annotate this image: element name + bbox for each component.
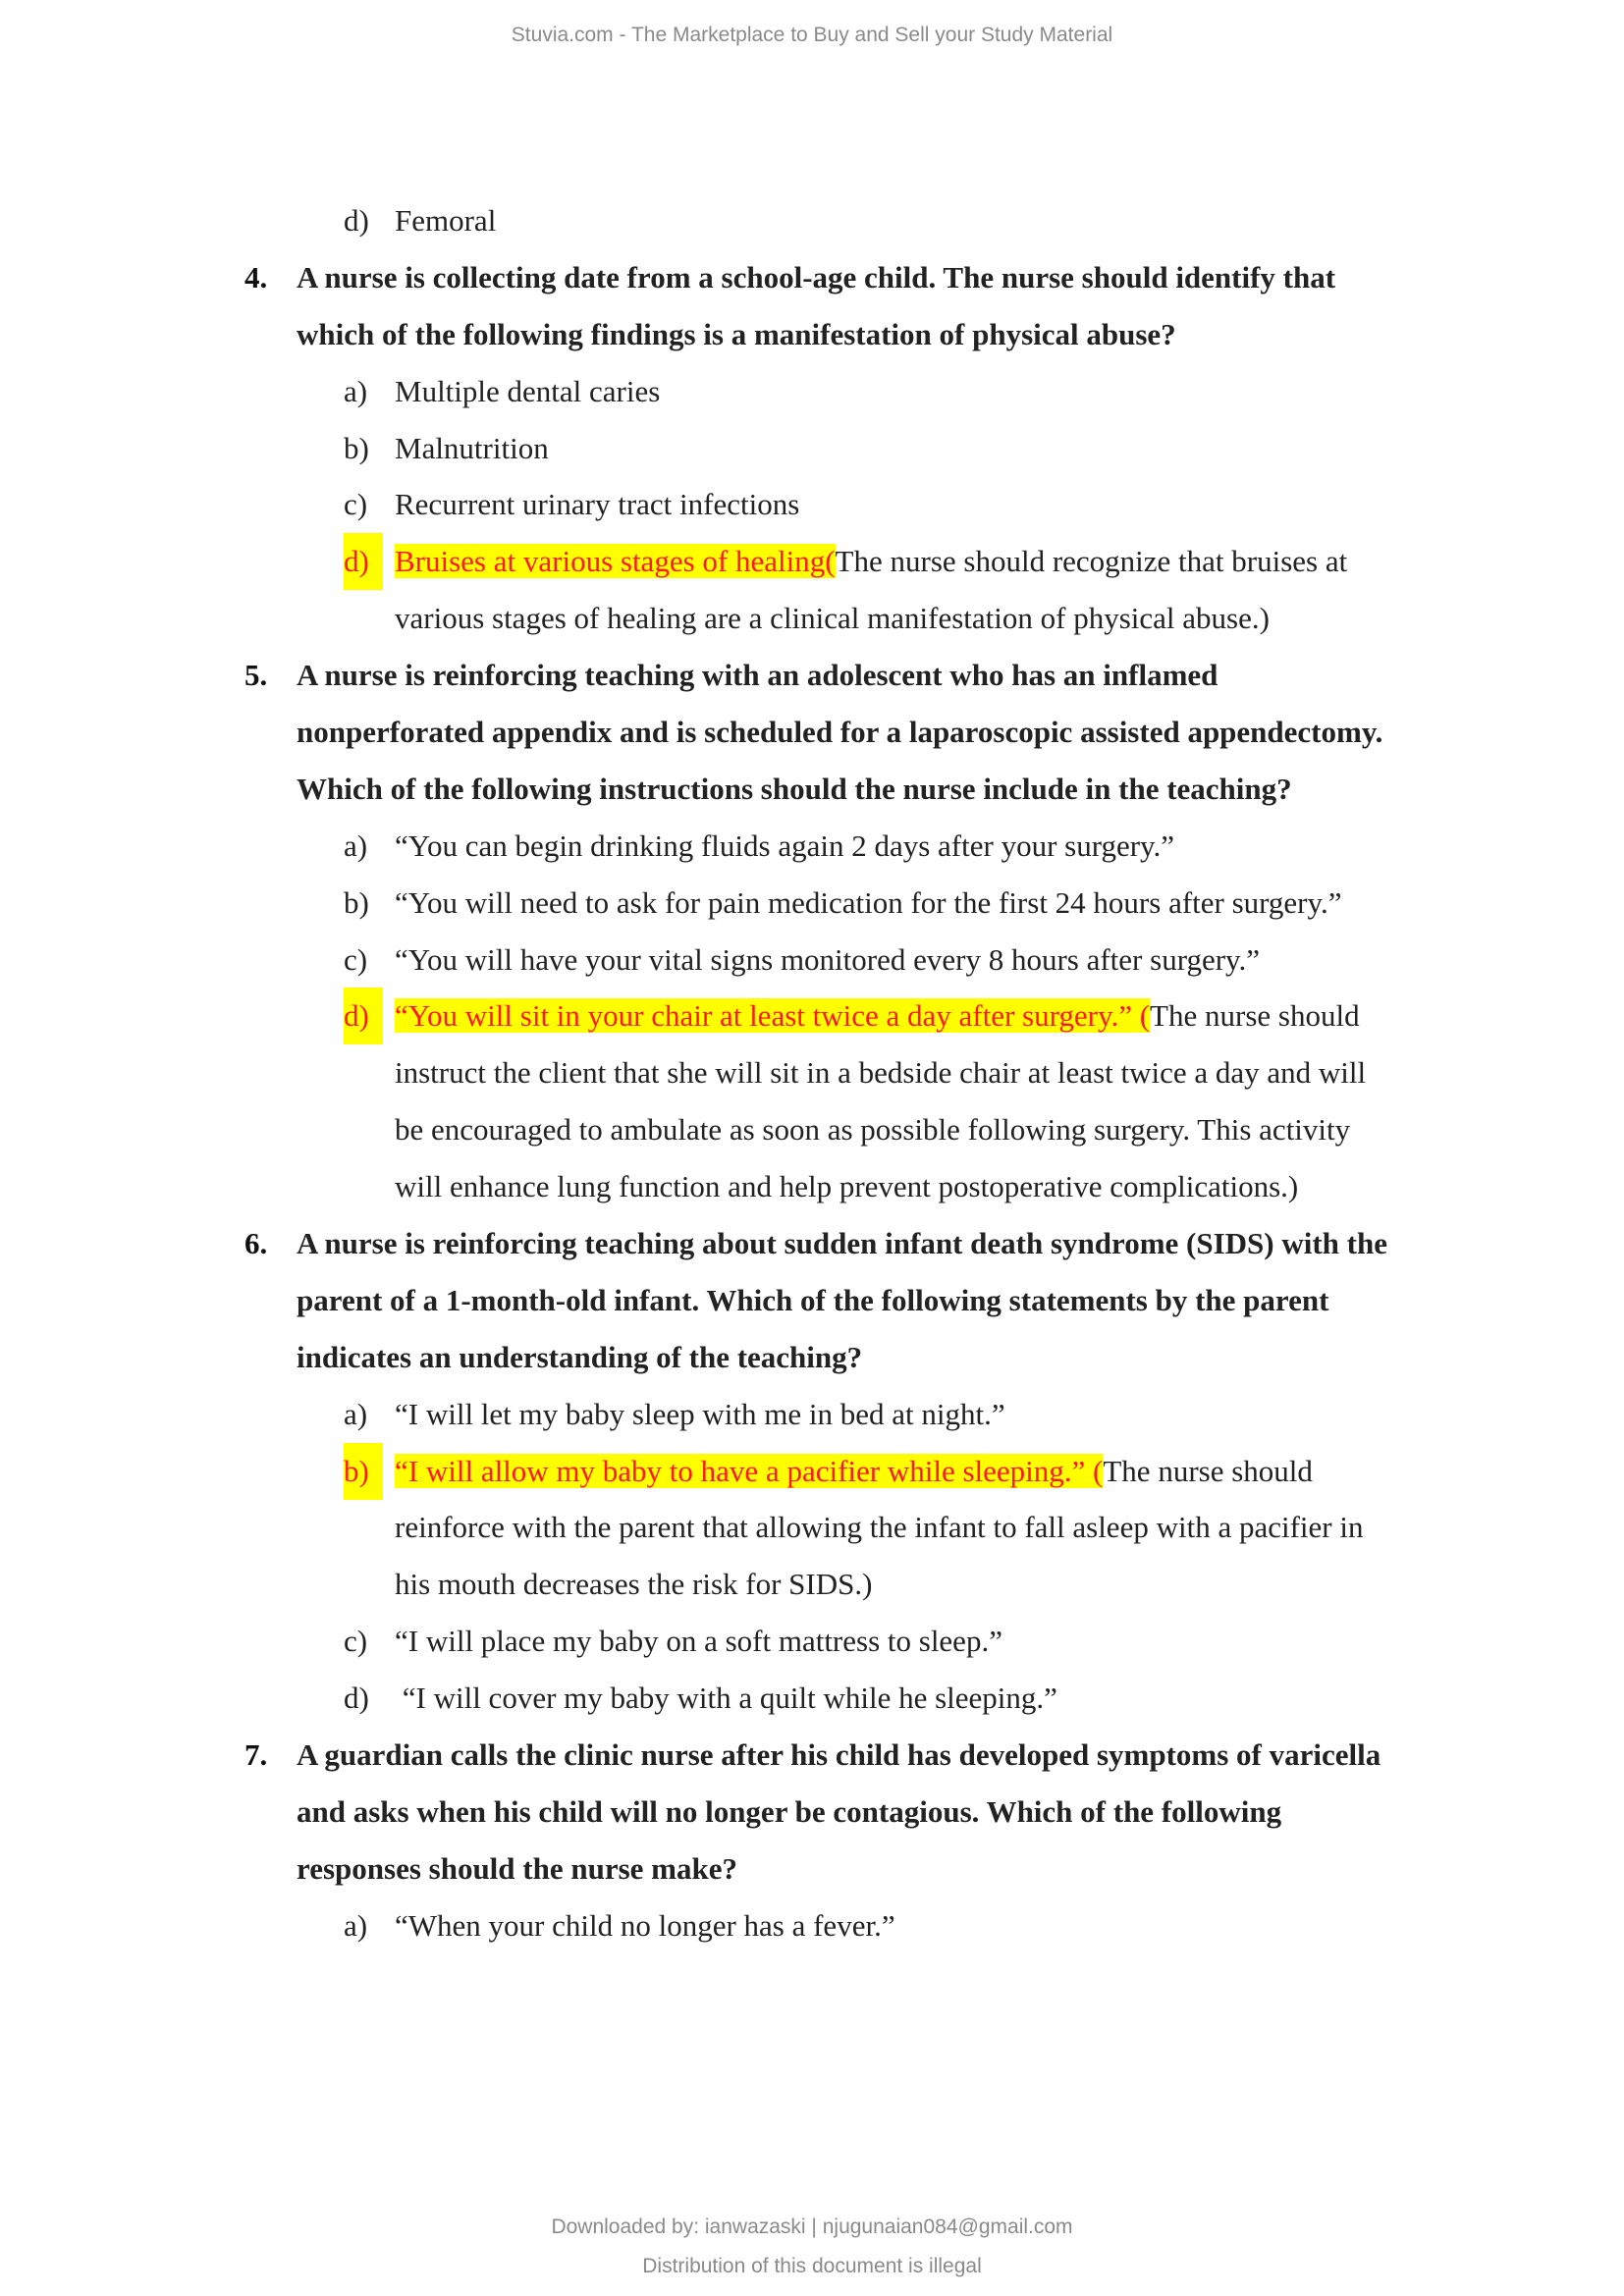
question-number: 7. xyxy=(244,1737,268,1773)
q4-option-a xyxy=(0,363,1624,420)
q7-stem-line-1 xyxy=(0,1727,1624,1784)
q6-stem-line-2 xyxy=(0,1272,1624,1329)
option-text: “I will cover my baby with a quilt while he sleeping.” xyxy=(395,1681,1057,1716)
option-text: “You will need to ask for pain medication for the first 24 hours after surgery.” xyxy=(395,884,1342,920)
option-text: Multiple dental caries xyxy=(395,373,661,408)
q7-stem-line-3 xyxy=(0,1841,1624,1897)
q7-stem-line-2 xyxy=(0,1784,1624,1841)
q6-option-d xyxy=(0,1670,1624,1727)
q5-option-b xyxy=(0,875,1624,932)
highlighted-answer: Bruises at various stages of healing xyxy=(395,544,826,579)
option-text: “You can begin drinking fluids again 2 days after your surgery.” xyxy=(395,828,1175,863)
q6-option-b-correct xyxy=(0,1443,1624,1500)
option-letter: c) xyxy=(344,487,368,522)
question-text: parent of a 1-month-old infant. Which of the following statements by the parent xyxy=(297,1282,1329,1317)
q5-stem-line-2 xyxy=(0,704,1624,761)
question-number: 5. xyxy=(244,658,268,693)
question-text: A nurse is reinforcing teaching with an adolescent who has an inflamed xyxy=(297,658,1218,693)
q5-stem-line-3 xyxy=(0,761,1624,818)
rationale-open-paren: ( xyxy=(1139,998,1151,1034)
document-body xyxy=(0,192,1624,1954)
rationale-text: The nurse should xyxy=(1150,998,1360,1034)
highlighted-answer: “You will sit in your chair at least twice a day after surgery.” xyxy=(395,998,1140,1034)
q6-rationale-line-2 xyxy=(0,1499,1624,1556)
rationale-text: instruct the client that she will sit in a bedside chair at least twice a day and will xyxy=(395,1055,1367,1091)
header-watermark: Stuvia.com - The Marketplace to Buy and Sell your Study Material xyxy=(511,24,1113,46)
option-letter: c) xyxy=(344,1624,368,1659)
rationale-text: be encouraged to ambulate as soon as possible following surgery. This activity xyxy=(395,1112,1351,1148)
option-letter: b) xyxy=(344,430,369,465)
option-text: Malnutrition xyxy=(395,430,549,465)
option-text: Recurrent urinary tract infections xyxy=(395,487,800,522)
q6-option-a xyxy=(0,1386,1624,1443)
option-text: Femoral xyxy=(395,203,497,238)
rationale-open-paren: ( xyxy=(1093,1453,1104,1488)
q4-stem-line-1 xyxy=(0,249,1624,306)
q5-stem-line-1 xyxy=(0,647,1624,704)
correct-option-letter: d) xyxy=(344,533,383,590)
option-text: “You will have your vital signs monitored every 8 hours after surgery.” xyxy=(395,941,1261,977)
q4-option-d-correct xyxy=(0,533,1624,590)
q5-option-d-correct xyxy=(0,988,1624,1044)
q7-option-a xyxy=(0,1897,1624,1954)
rationale-text: will enhance lung function and help prevent postoperative complications.) xyxy=(395,1169,1299,1204)
q4-stem-line-2 xyxy=(0,306,1624,363)
question-number: 6. xyxy=(244,1226,268,1261)
option-letter: b) xyxy=(344,884,369,920)
question-text: responses should the nurse make? xyxy=(297,1850,738,1886)
rationale-text: The nurse should xyxy=(1103,1453,1313,1488)
rationale-text: The nurse should recognize that bruises at xyxy=(835,544,1348,579)
rationale-text: various stages of healing are a clinical manifestation of physical abuse.) xyxy=(395,601,1270,636)
rationale-text: reinforce with the parent that allowing the infant to fall asleep with a pacifier in xyxy=(395,1510,1364,1545)
option-letter: c) xyxy=(344,941,368,977)
question-text: and asks when his child will no longer be contagious. Which of the following xyxy=(297,1793,1282,1829)
q5-rationale-line-4 xyxy=(0,1158,1624,1215)
option-letter: a) xyxy=(344,828,368,863)
q3-option-d xyxy=(0,192,1624,249)
correct-option-letter: d) xyxy=(344,988,383,1044)
q4-option-b xyxy=(0,420,1624,477)
rationale-open-paren: ( xyxy=(825,544,836,579)
question-text: Which of the following instructions should the nurse include in the teaching? xyxy=(297,771,1292,806)
q5-option-a xyxy=(0,818,1624,875)
question-text: A guardian calls the clinic nurse after his child has developed symptoms of varicella xyxy=(297,1737,1381,1773)
question-text: nonperforated appendix and is scheduled for a laparoscopic assisted appendectomy. xyxy=(297,715,1383,750)
option-letter: a) xyxy=(344,1907,368,1943)
rationale-text: his mouth decreases the risk for SIDS.) xyxy=(395,1567,873,1602)
footer-downloaded-by: Downloaded by: ianwazaski | njugunaian084@gmail.com xyxy=(551,2216,1073,2238)
option-text: “I will place my baby on a soft mattress to sleep.” xyxy=(395,1624,1002,1659)
correct-option-letter: b) xyxy=(344,1443,383,1500)
q4-option-c xyxy=(0,476,1624,533)
q6-stem-line-1 xyxy=(0,1215,1624,1272)
correct-option-text xyxy=(395,533,1347,590)
question-text: A nurse is collecting date from a school-age child. The nurse should identify that xyxy=(297,259,1336,294)
option-text: “When your child no longer has a fever.” xyxy=(395,1907,895,1943)
highlighted-answer: “I will allow my baby to have a pacifier while sleeping.” xyxy=(395,1453,1094,1488)
option-letter: d) xyxy=(344,203,369,238)
option-letter: a) xyxy=(344,373,368,408)
question-text: indicates an understanding of the teaching? xyxy=(297,1339,863,1374)
q6-stem-line-3 xyxy=(0,1329,1624,1386)
option-text: “I will let my baby sleep with me in bed at night.” xyxy=(395,1396,1005,1431)
q5-rationale-line-2 xyxy=(0,1044,1624,1101)
question-text: which of the following findings is a manifestation of physical abuse? xyxy=(297,316,1176,351)
q6-rationale-line-3 xyxy=(0,1556,1624,1613)
q6-option-c xyxy=(0,1613,1624,1670)
q4-rationale-line-2 xyxy=(0,590,1624,647)
option-letter: d) xyxy=(344,1681,369,1716)
q5-rationale-line-3 xyxy=(0,1101,1624,1158)
question-text: A nurse is reinforcing teaching about sudden infant death syndrome (SIDS) with the xyxy=(297,1226,1387,1261)
option-letter: a) xyxy=(344,1396,368,1431)
correct-option-text xyxy=(395,988,1360,1044)
q5-option-c xyxy=(0,932,1624,988)
footer-distribution-notice: Distribution of this document is illegal xyxy=(642,2255,982,2277)
question-number: 4. xyxy=(244,259,268,294)
correct-option-text xyxy=(395,1443,1313,1500)
